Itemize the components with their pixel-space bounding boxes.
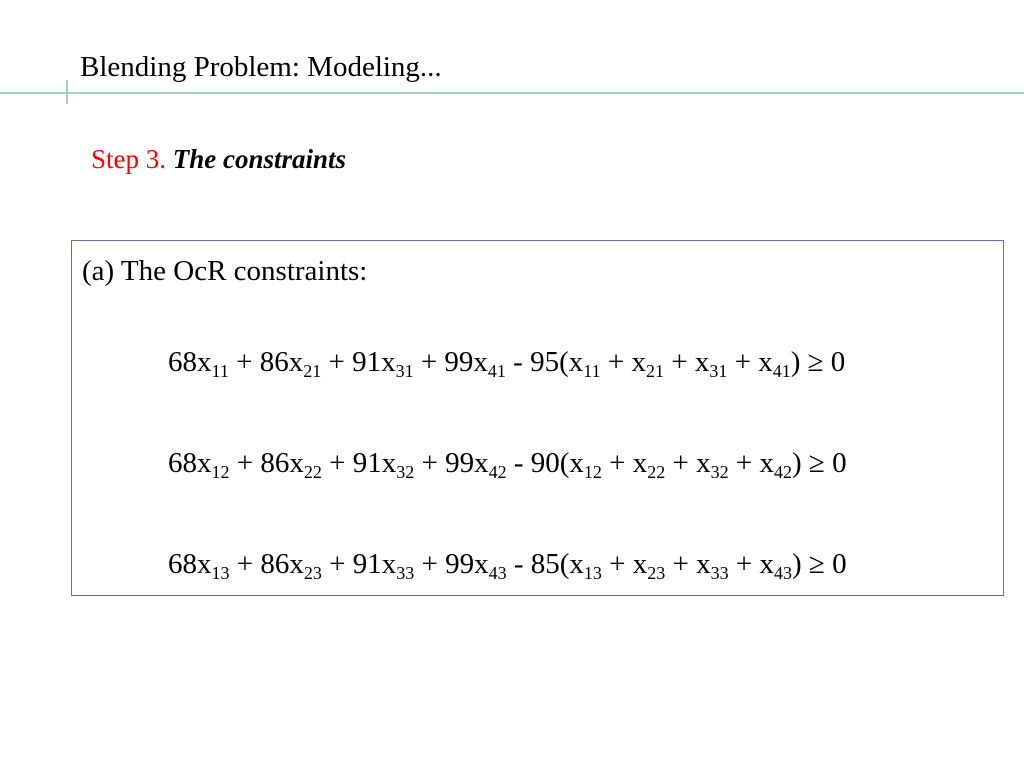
- coefficient-term: 86x: [260, 447, 304, 479]
- operator: +: [321, 447, 353, 479]
- factor: 90(: [530, 447, 570, 479]
- operator: +: [321, 346, 353, 378]
- operator: +: [601, 447, 633, 479]
- subscript: 31: [709, 361, 728, 381]
- factor: 85(: [530, 548, 570, 580]
- variable: x: [569, 548, 584, 580]
- coefficient-term: 91x: [352, 346, 396, 378]
- coefficient-term: 91x: [352, 548, 397, 580]
- operator: +: [728, 548, 760, 580]
- subscript: 43: [488, 563, 507, 583]
- operator: +: [229, 447, 261, 479]
- operator: +: [665, 447, 697, 479]
- subscript: 23: [303, 563, 322, 583]
- operator: +: [414, 447, 446, 479]
- subscript: 13: [211, 563, 230, 583]
- variable: x: [632, 548, 648, 580]
- subscript: 42: [774, 462, 792, 482]
- subscript: 42: [488, 462, 507, 482]
- operator: -: [506, 447, 531, 479]
- coefficient-term: 99x: [445, 447, 489, 479]
- subscript: 23: [647, 563, 666, 583]
- operator: -: [505, 346, 531, 378]
- slide-title: Blending Problem: Modeling...: [80, 51, 442, 83]
- variable: x: [759, 447, 774, 479]
- coefficient-term: 68x: [168, 548, 212, 580]
- subscript: 21: [303, 361, 322, 381]
- operator: +: [413, 346, 445, 378]
- variable: x: [568, 346, 584, 378]
- subscript: 31: [395, 361, 414, 381]
- inequality-tail: ) ≥ 0: [792, 447, 847, 479]
- operator: +: [727, 346, 759, 378]
- coefficient-term: 86x: [259, 346, 304, 378]
- subscript: 33: [710, 563, 729, 583]
- subscript: 33: [396, 563, 415, 583]
- subscript: 12: [211, 462, 230, 482]
- subscript: 12: [583, 462, 602, 482]
- subscript: 22: [647, 462, 666, 482]
- operator: +: [663, 346, 695, 378]
- inequality-tail: ) ≥ 0: [792, 548, 847, 580]
- operator: -: [506, 548, 531, 580]
- operator: +: [414, 548, 446, 580]
- variable: x: [632, 447, 648, 479]
- operator: +: [321, 548, 353, 580]
- subscript: 21: [645, 361, 664, 381]
- operator: +: [228, 346, 260, 378]
- variable: x: [694, 346, 710, 378]
- variable: x: [758, 346, 773, 378]
- variable: x: [569, 447, 584, 479]
- variable: x: [759, 548, 774, 580]
- operator: +: [728, 447, 760, 479]
- operator: +: [601, 548, 633, 580]
- coefficient-term: 68x: [168, 346, 212, 378]
- factor: 95(: [530, 346, 569, 378]
- operator: +: [600, 346, 632, 378]
- coefficient-term: 68x: [168, 447, 212, 479]
- subscript: 13: [583, 563, 602, 583]
- step-title: The constraints: [172, 144, 347, 174]
- coefficient-term: 91x: [352, 447, 397, 479]
- variable: x: [696, 447, 711, 479]
- subscript: 41: [487, 361, 506, 381]
- subscript: 41: [772, 361, 791, 381]
- constraints-heading: (a) The OcR constraints:: [82, 255, 368, 287]
- constraint-row-2: [168, 446, 847, 480]
- subscript: 11: [583, 361, 601, 381]
- coefficient-term: 86x: [260, 548, 304, 580]
- coefficient-term: 99x: [445, 548, 489, 580]
- variable: x: [631, 346, 646, 378]
- subscript: 32: [710, 462, 729, 482]
- constraint-row-1: [168, 345, 845, 379]
- step-heading: [91, 142, 346, 176]
- title-tick-mark: [66, 80, 68, 104]
- title-underline: [0, 92, 1024, 94]
- operator: +: [665, 548, 697, 580]
- subscript: 22: [303, 462, 322, 482]
- variable: x: [696, 548, 711, 580]
- subscript: 43: [774, 563, 792, 583]
- subscript: 11: [211, 361, 229, 381]
- constraint-row-3: [168, 547, 847, 581]
- constraints-box: [71, 240, 1004, 596]
- step-label: Step 3.: [91, 144, 167, 174]
- coefficient-term: 99x: [444, 346, 488, 378]
- operator: +: [229, 548, 261, 580]
- subscript: 32: [396, 462, 415, 482]
- inequality-tail: ) ≥ 0: [790, 346, 846, 378]
